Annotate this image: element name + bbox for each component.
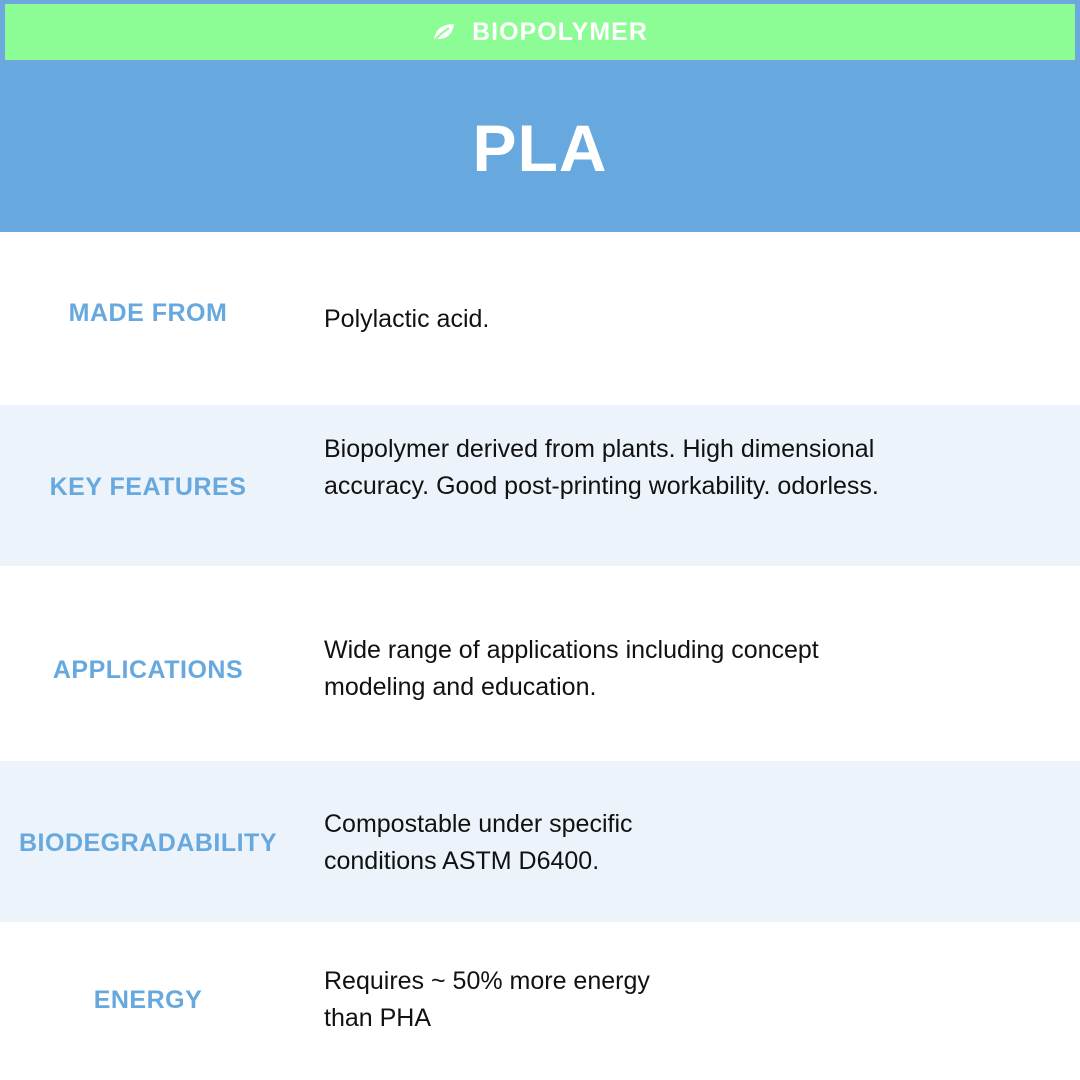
row-value: Polylactic acid.: [324, 305, 490, 333]
row-value: Wide range of applications including concept modeling and education.: [324, 636, 819, 701]
category-tag: [5, 4, 1075, 60]
row-made-from: [0, 232, 1080, 405]
row-value: Biopolymer derived from plants. High dimensional accuracy. Good post-printing workability. odorless.: [324, 435, 879, 500]
row-label: ENERGY: [93, 986, 203, 1014]
row-applications: [0, 566, 1080, 761]
row-label: BIODEGRADABILITY: [19, 829, 277, 857]
row-label: KEY FEATURES: [49, 473, 247, 501]
row-value: Compostable under specific conditions ASTM D6400.: [324, 810, 633, 875]
row-value: Requires ~ 50% more energy than PHA: [324, 967, 650, 1032]
leaf-icon: [432, 22, 456, 42]
category-banner: [0, 0, 1080, 64]
title-header: [0, 64, 1080, 232]
row-label: APPLICATIONS: [52, 656, 244, 684]
category-label: BIOPOLYMER: [472, 17, 648, 46]
row-biodegradability: [0, 761, 1080, 922]
row-key-features: [0, 405, 1080, 566]
row-label: MADE FROM: [68, 299, 228, 327]
page-title: PLA: [472, 111, 608, 185]
row-energy: [0, 922, 1080, 1080]
